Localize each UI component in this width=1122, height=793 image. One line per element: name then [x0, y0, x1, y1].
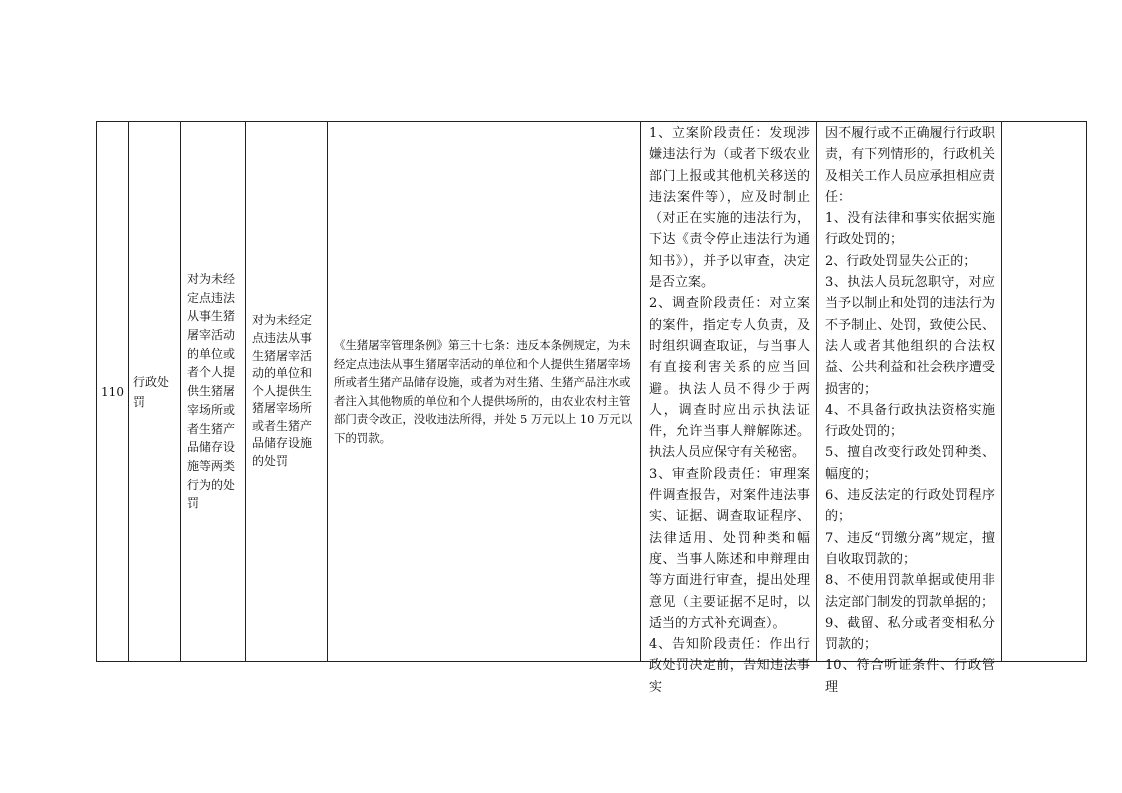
remark-cell — [1002, 122, 1087, 662]
power-category: 行政处罚 — [129, 122, 181, 662]
responsibility-item: 3、审查阶段责任：审理案件调查报告，对案件违法事实、证据、调查取证程序、法律适用、处罚种类和幅度、当事人陈述和申辩理由等方面进行审查，提出处理意见（主要证据不足时，以适当的方式补充调查）。 — [649, 466, 810, 631]
accountability-list — [817, 122, 1001, 695]
responsibility-cell — [641, 122, 817, 695]
accountability-item: 7、违反“罚缴分离”规定，擅自收取罚款的； — [825, 530, 995, 567]
accountability-item: 2、行政处罚显失公正的； — [825, 253, 977, 269]
accountability-item: 4、不具备行政执法资格实施行政处罚的； — [825, 402, 995, 440]
accountability-item: 8、不使用罚款单据或使用非法定部门制发的罚款单据的； — [825, 573, 995, 610]
accountability-item: 6、违反法定的行政处罚程序的； — [825, 488, 995, 525]
accountability-item: 3、执法人员玩忽职守，对应当予以制止和处罚的违法行为不予制止、处罚，致使公民、法人或者其他组织的合法权益、公共利益和社会秩序遭受损害的； — [825, 275, 995, 397]
accountability-item: 9、截留、私分或者变相私分罚款的； — [825, 615, 995, 653]
accountability-item: 因不履行或不正确履行行政职责，有下列情形的，行政机关及相关工作人员应承担相应责任： — [825, 126, 995, 205]
row-number: 110 — [97, 122, 129, 662]
accountability-item: 5、擅自改变行政处罚种类、幅度的； — [825, 445, 995, 482]
sub-item-name: 对为未经定点违法从事生猪屠宰活动的单位和个人提供生猪屠宰场所或者生猪产品储存设施的处罚 — [246, 122, 328, 662]
table-row — [97, 122, 1087, 662]
accountability-item: 10、符合听证条件、行政管理 — [825, 658, 995, 695]
power-list-table — [96, 121, 1087, 695]
item-name: 对为未经定点违法从事生猪屠宰活动的单位或者个人提供生猪屠宰场所或者生猪产品储存设施等两类行为的处罚 — [181, 122, 246, 662]
accountability-item: 1、没有法律和事实依据实施行政处罚的； — [825, 211, 995, 248]
accountability-cell — [817, 122, 1002, 695]
responsibility-item: 1、立案阶段责任：发现涉嫌违法行为（或者下级农业部门上报或其他机关移送的违法案件等），应及时制止（对正在实施的违法行为，下达《责令停止违法行为通知书》），并予以审查，决定是否立案。 — [649, 126, 810, 291]
responsibility-item: 2、调查阶段责任：对立案的案件，指定专人负责，及时组织调查取证，与当事人有直接利害关系的应当回避。执法人员不得少于两人，调查时应出示执法证件，允许当事人辩解陈述。执法人员应保守有关秘密。 — [649, 296, 810, 461]
responsibility-list — [641, 122, 816, 695]
responsibility-item: 4、告知阶段责任：作出行政处罚决定前，告知违法事实 — [649, 637, 810, 695]
legal-basis: 《生猪屠宰管理条例》第三十七条：违反本条例规定，为未经定点违法从事生猪屠宰活动的单位和个人提供生猪屠宰场所或者生猪产品储存设施，或者为对生猪、生猪产品注水或者注入其他物质的单位和个人提供场所的，由农业农村主管部门责令改正，没收违法所得，并处 5 万元以上 10 万元以下的罚款。 — [328, 122, 641, 662]
